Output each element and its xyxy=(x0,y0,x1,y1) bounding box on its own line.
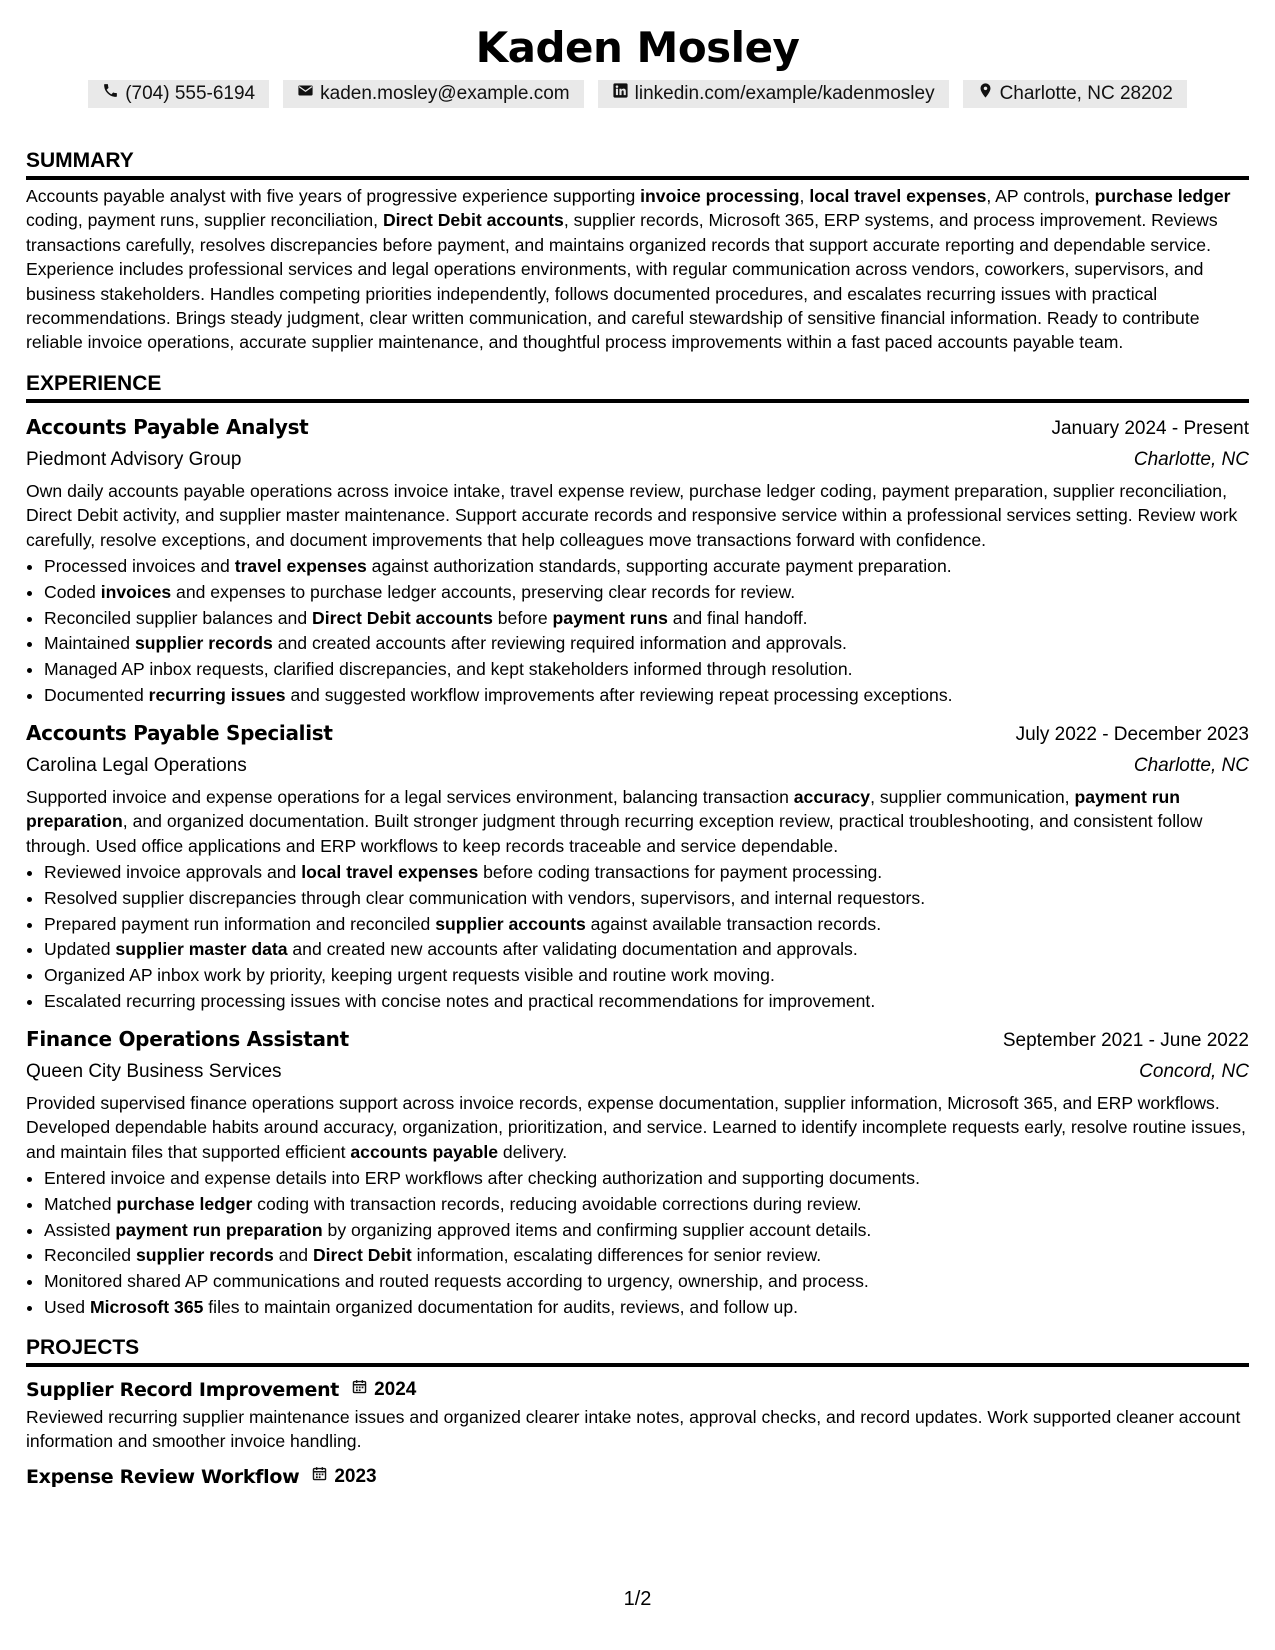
job-bullet: • Managed AP inbox requests, clarified discrepancies, and kept stakeholders informed through resolution. xyxy=(44,657,1249,683)
contact-phone[interactable] xyxy=(88,80,269,108)
bold-keyword: Microsoft 365 xyxy=(89,1297,204,1318)
job-bullet: • Reconciled supplier records and Direct Debit information, escalating differences for senior review. xyxy=(44,1243,1249,1269)
company-name: Queen City Business Services xyxy=(26,1060,282,1082)
contact-bar xyxy=(26,80,1249,108)
project-date xyxy=(351,1378,416,1401)
project-title: Expense Review Workflow xyxy=(26,1465,300,1488)
bold-keyword: supplier accounts xyxy=(435,913,586,934)
contact-linkedin[interactable] xyxy=(598,80,949,108)
summary-heading: SUMMARY xyxy=(26,146,1249,180)
bold-keyword: payment run preparation xyxy=(115,1219,323,1240)
job-location: Charlotte, NC xyxy=(1133,754,1249,776)
job-description: Own daily accounts payable operations across invoice intake, travel expense review, purchase ledger coding, payment preparation, supplier reconciliation, Direct Debit activity, and supplier master maintenance. Support accurate records and responsive service within a professional services setting. Review work carefully, resolve exceptions, and document improvements that help colleagues move transactions forward with confidence. xyxy=(26,480,1238,550)
summary-text: Accounts payable analyst with five years of progressive experience supporting invoice processing, local travel expenses, AP controls, purchase ledger coding, payment runs, supplier reconciliation, Direct Debit accounts, supplier records, Microsoft 365, ERP systems, and process improvement. Reviews transactions carefully, resolves discrepancies before payment, and maintains organized records that support accurate reporting and dependable service. Experience includes professional services and legal operations environments, with regular communication across vendors, coworkers, supervisors, and business stakeholders. Handles competing priorities independently, follows documented procedures, and escalates recurring issues with practical recommendations. Brings steady judgment, clear written communication, and careful stewardship of sensitive financial information. Ready to contribute reliable invoice operations, accurate supplier maintenance, and thoughtful process improvements within a fast paced accounts payable team. xyxy=(26,186,1231,353)
bold-keyword: purchase ledger xyxy=(1094,186,1231,206)
project-date xyxy=(311,1465,376,1488)
bold-keyword: local travel expenses xyxy=(301,862,479,883)
bold-keyword: payment run preparation xyxy=(26,786,1181,832)
job-bullet: • Entered invoice and expense details into ERP workflows after checking authorization and supporting documents. xyxy=(44,1166,1249,1192)
job-bullet: • Reviewed invoice approvals and local travel expenses before coding transactions for payment processing. xyxy=(44,860,1249,886)
job-location: Charlotte, NC xyxy=(1133,448,1249,470)
contact-email-text: kaden.mosley@example.com xyxy=(320,83,570,104)
calendar-icon xyxy=(351,1378,368,1401)
linkedin-icon xyxy=(612,80,629,108)
bold-keyword: travel expenses xyxy=(234,556,367,577)
projects-heading: PROJECTS xyxy=(26,1333,1249,1367)
job-bullet: • Coded invoices and expenses to purchase ledger accounts, preserving clear records for review. xyxy=(44,580,1249,606)
job-bullet: • Used Microsoft 365 files to maintain organized documentation for audits, reviews, and follow up. xyxy=(44,1295,1249,1321)
project-entry xyxy=(26,1375,1249,1454)
contact-location-text: Charlotte, NC 28202 xyxy=(999,83,1173,104)
bold-keyword: Direct Debit accounts xyxy=(312,607,493,628)
bold-keyword: supplier master data xyxy=(115,939,288,960)
bold-keyword: accuracy xyxy=(793,786,871,807)
project-title: Supplier Record Improvement xyxy=(26,1378,340,1401)
contact-location xyxy=(963,80,1187,108)
job-title: Finance Operations Assistant xyxy=(26,1026,349,1051)
job-description: Supported invoice and expense operations for a legal services environment, balancing transaction accuracy, supplier communication, payment run preparation, and organized documentation. Built stronger judgment through recurring exception review, practical troubleshooting, and consistent follow through. Used office applications and ERP workflows to keep records traceable and service dependable. xyxy=(26,786,1203,856)
job-bullet: • Organized AP inbox work by priority, keeping urgent requests visible and routine work moving. xyxy=(44,963,1249,989)
bold-keyword: payment runs xyxy=(552,607,668,628)
job-bullet: • Monitored shared AP communications and routed requests according to urgency, ownership, and process. xyxy=(44,1269,1249,1295)
job-bullets xyxy=(26,554,1249,709)
project-description: Reviewed recurring supplier maintenance issues and organized clearer intake notes, approval checks, and record updates. Work supported cleaner account information and smoother invoice handling. xyxy=(26,1406,1241,1452)
job-dates: September 2021 - June 2022 xyxy=(1002,1029,1249,1051)
job-title: Accounts Payable Analyst xyxy=(26,414,309,439)
calendar-icon xyxy=(311,1465,328,1488)
job-bullets xyxy=(26,860,1249,1015)
contact-email[interactable] xyxy=(283,80,584,108)
job-entry xyxy=(26,411,1249,709)
bold-keyword: Direct Debit xyxy=(312,1245,412,1266)
job-bullet: • Updated supplier master data and created new accounts after validating documentation and approvals. xyxy=(44,937,1249,963)
contact-phone-text: (704) 555-6194 xyxy=(125,83,256,104)
experience-heading: EXPERIENCE xyxy=(26,369,1249,403)
company-name: Carolina Legal Operations xyxy=(26,754,247,776)
job-bullet: • Resolved supplier discrepancies through clear communication with vendors, supervisors, and internal requestors. xyxy=(44,886,1249,912)
bold-keyword: supplier records xyxy=(135,1245,274,1266)
bold-keyword: local travel expenses xyxy=(809,186,987,206)
job-bullet: • Matched purchase ledger coding with transaction records, reducing avoidable corrections during review. xyxy=(44,1192,1249,1218)
bold-keyword: invoice processing xyxy=(640,186,800,206)
job-entry xyxy=(26,1023,1249,1321)
project-year: 2024 xyxy=(374,1378,417,1400)
bold-keyword: invoices xyxy=(100,581,172,602)
job-entry xyxy=(26,717,1249,1015)
job-bullet: • Escalated recurring processing issues with concise notes and practical recommendations for improvement. xyxy=(44,989,1249,1015)
bold-keyword: Direct Debit accounts xyxy=(382,210,564,231)
job-title: Accounts Payable Specialist xyxy=(26,720,333,745)
job-description: Provided supervised finance operations support across invoice records, expense documentation, supplier information, Microsoft 365, and ERP workflows. Developed dependable habits around accuracy, organization, prioritization, and service. Learned to identify incomplete requests early, resolve routine issues, and maintain files that supported efficient accounts payable delivery. xyxy=(26,1092,1246,1162)
bold-keyword: purchase ledger xyxy=(116,1193,253,1214)
job-bullet: • Maintained supplier records and created accounts after reviewing required information and approvals. xyxy=(44,631,1249,657)
location-pin-icon xyxy=(977,80,994,108)
contact-linkedin-text: linkedin.com/example/kadenmosley xyxy=(634,83,935,104)
job-bullet: • Reconciled supplier balances and Direct Debit accounts before payment runs and final handoff. xyxy=(44,606,1249,632)
job-dates: January 2024 - Present xyxy=(1051,417,1249,439)
project-entry xyxy=(26,1462,1249,1492)
bold-keyword: recurring issues xyxy=(148,685,286,706)
experience-list xyxy=(26,411,1249,1321)
mail-icon xyxy=(297,80,314,108)
candidate-name: Kaden Mosley xyxy=(475,23,800,72)
project-year: 2023 xyxy=(334,1465,377,1487)
job-dates: July 2022 - December 2023 xyxy=(1015,723,1249,745)
phone-icon xyxy=(102,80,119,108)
job-bullet: • Assisted payment run preparation by organizing approved items and confirming supplier account details. xyxy=(44,1218,1249,1244)
job-bullets xyxy=(26,1166,1249,1321)
page-number: 1/2 xyxy=(623,1588,652,1610)
company-name: Piedmont Advisory Group xyxy=(26,448,242,470)
job-bullet: • Prepared payment run information and reconciled supplier accounts against available transaction records. xyxy=(44,912,1249,938)
bold-keyword: accounts payable xyxy=(350,1141,499,1162)
job-location: Concord, NC xyxy=(1139,1060,1249,1082)
job-bullet: • Documented recurring issues and suggested workflow improvements after reviewing repeat processing exceptions. xyxy=(44,683,1249,709)
job-bullet: • Processed invoices and travel expenses against authorization standards, supporting accurate payment preparation. xyxy=(44,554,1249,580)
bold-keyword: supplier records xyxy=(134,633,273,654)
